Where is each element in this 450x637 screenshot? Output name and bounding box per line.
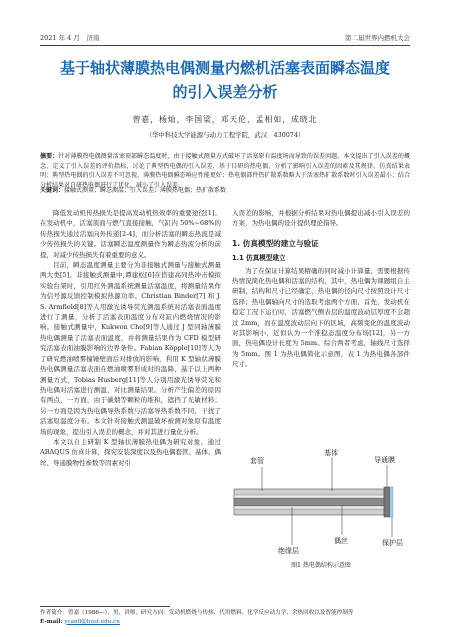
wire-shape	[234, 498, 384, 506]
header-conference: 第二届世界内燃机大会	[345, 34, 410, 42]
label-protect: 保护层	[382, 539, 403, 547]
right-column	[232, 208, 410, 370]
email-label: E-mail:	[40, 618, 63, 625]
abstract-text: 针对薄膜热电偶测量活塞顶部瞬态温度时，由于接触式测量方式破坏了活塞原有温度场而导致的误差问题。本文提出了引入误差的概念，定义了引入误差的评价指标，讨论了典型热电偶的引入误差，基于目研的热电偶，分析了影响引入误差的因素及其规律。仿真结果表明：典型热电偶的引入误差不可忽视，薄膜热电偶瞬态响应性能更好；热电偶部件热扩散系数略大于活塞热扩散系数时引入误差最小；结合分析结果对自研热电偶进行了优化，减小了引入误差。	[40, 153, 410, 189]
abstract-label: 摘要：	[40, 153, 59, 160]
keywords-text: 接触式测量；瞬态测温；引入误差；薄膜热电偶；热扩散系数	[64, 187, 227, 194]
label-film: 导通膜	[374, 456, 395, 464]
title-line-2: 的引入误差分析	[172, 83, 278, 101]
section-heading-1: 1. 仿真模型的建立与验证	[232, 238, 319, 248]
email-link[interactable]: ycanll@hust.edu.cn	[64, 618, 120, 625]
intro-paragraph-3: 本文以自主研制 K 型轴状薄膜热电偶为研究对象，通过 ABAQUS 仿真计算，探究安装深度以及热电偶套管、基体、偶丝、导通膜物性参数等因素对引	[40, 437, 221, 467]
title-line-1: 基于轴状薄膜热电偶测量内燃机活塞表面瞬态温度	[59, 59, 390, 77]
abstract	[40, 152, 410, 190]
paper-title	[30, 56, 420, 104]
thermocouple-structure-figure	[232, 447, 410, 557]
authors: 曾嘉，杨灿，李国梁，邓天伦，孟相如，成晓北	[132, 115, 318, 124]
intro-paragraph-2: 目前，瞬态温度测量主要分为非接触式测量与接触式测量两大类[5]。非接触式测量中,谭建松[6]在搭建高同热冲击模拟实验台架时，引用红外测温系统测量活塞温度，将测量结果作为信号源反馈控制模拟热源功率。Christian Binder[7] 和 J. S. Armfield[8]等人用激光诱导荧光测温系统对活塞表面温度进行了测量，分析了活塞表面温度分布对缸内燃烧情况的影响。接触式测量中，Kukwon Cho[9]等人通过 J 型同轴薄膜热电偶测量了活塞表面温度，并将测量结果作为 CFD 模型研究活塞表面油膜影响的边界条件。Fabian Köpple[10]等人为了研究燃油喷雾撞锤壁面后对排放的影响，利用 K 型轴状薄膜热电偶测量活塞表面在燃油喷雾形成时的温降，基于以上两种测量方式，Tobias Husberg[11]等人分别用激光诱导荧光和热电偶对活塞进行测温，对比测量结果。分析产生偏差的原因有两点，一方面，由于碳烟等颗粒的堆积，遮挡了光敏材料；另一方面是因为热电偶导热系数与活塞导热系数不同，干扰了活塞原温度分布。本文针对接触式测温破坏被测对象原有温度场的现象，提出引入误差的概念，并对其进行量化分析。	[40, 261, 221, 436]
intro-paragraph-1: 降低发动机传热损失是提高发动机热效率的重要途径[1]。在发动机中，活塞顶面与燃气直接接触，气缸内 50%~68%的传热损失通过活塞向外传递[2-4]，而分析活塞的瞬态热流是减少传热损失的关键。活塞瞬态温度测量作为瞬态热流分析的前提，对减少传热损失有着重要的意义。	[40, 209, 221, 259]
keywords	[40, 186, 410, 196]
running-header	[40, 30, 410, 42]
label-sleeve: 套管	[250, 457, 264, 465]
footnote	[40, 609, 410, 626]
protect-layer-shape	[390, 487, 393, 517]
author-bio: 作者简介：曾嘉（1986—），男，讲师，研究方向：发动机燃烧与传热、代用燃料、化学反应动力学、余热回收以及智能控制等	[40, 610, 354, 616]
intro-continuation: 入误差的影响，并根据分析结果对热电偶提出减小引入误差的方案，为热电偶的设计提供理论指导。	[232, 209, 410, 228]
model-paragraph: 为了在保证计算结果精确的同时减小计算量，需要根据传热情况简化热电偶和活塞的结构，其中，热电偶为课题组自主研制，结构和尺寸已经确定，热电偶的径向尺寸按照设计尺寸选择；热电偶轴向尺寸的选取考虑两个方面，首先，发动机在稳定工况下运行时，活塞燃气侧表层的温度波动层厚度不会超过 2mm，而在温度波动层向下的区域，高频变化的温度波动对其影响小，近似认为一个准稳态温度分布场[12]，另一方面，热电偶设计长度为 5mm。综合两者考虑，轴线尺寸选择为 5mm。图 1 为热电偶简化示意图，表 1 为热电偶各部件尺寸。	[232, 266, 410, 369]
header-date-location: 2021 年 4 月 济南	[40, 34, 100, 42]
affiliation: （华中科技大学能源与动力工程学院，武汉 430074）	[145, 131, 305, 139]
label-base: 基体	[324, 449, 338, 457]
label-wire: 偶丝	[334, 537, 348, 545]
subsection-heading-1-1: 1.1 仿真模型建立	[232, 254, 286, 263]
film-shape	[384, 487, 390, 517]
label-insulation: 绝缘层	[278, 547, 299, 555]
figure-caption: 图1 热电偶结构示意图	[291, 562, 351, 569]
left-column	[40, 208, 221, 468]
email-line	[40, 618, 410, 627]
footnote-rule	[40, 606, 170, 607]
header-rule	[40, 45, 410, 46]
keywords-label: 关键词：	[40, 187, 65, 194]
